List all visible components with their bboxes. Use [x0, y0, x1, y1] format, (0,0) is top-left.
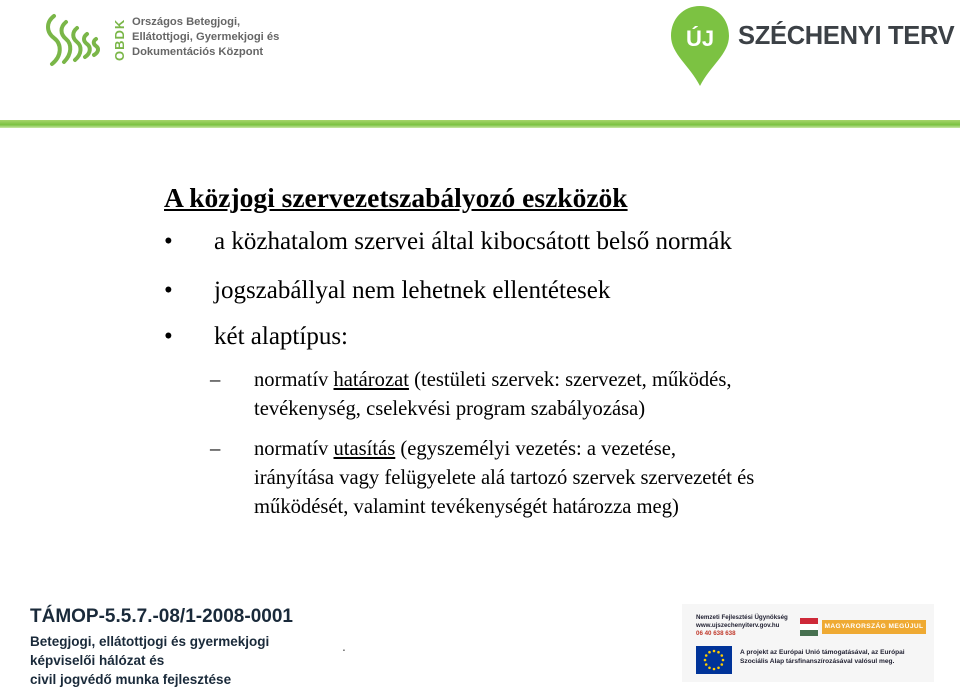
- sub-item-line: tevékenység, cselekvési program szabályozása): [254, 398, 646, 420]
- bullet-text: a közhatalom szervei által kibocsátott belső normák: [214, 228, 732, 255]
- map-pin-icon: [668, 4, 732, 88]
- pin-label: ÚJ: [685, 26, 715, 51]
- sub-item: [210, 366, 930, 426]
- sub-item-term: határozat: [333, 369, 409, 391]
- sub-item-line: működését, valamint tevékenységét határozza meg): [254, 496, 679, 518]
- footer-text-line: civil jogvédő munka fejlesztése: [30, 672, 232, 687]
- obdk-symbol-icon: [44, 12, 104, 70]
- uj-szechenyi-terv-logo: [668, 4, 955, 88]
- szechenyi-terv-title: SZÉCHENYI TERV: [738, 22, 955, 50]
- obdk-name-line: Ellátottjogi, Gyermekjogi és: [132, 31, 280, 43]
- sub-item-rest: (egyszemélyi vezetés: a vezetése,: [395, 438, 677, 460]
- header-divider: [0, 120, 960, 128]
- nfu-line: www.ujszechenyiterv.gov.hu: [696, 622, 780, 629]
- eu-note-line: Szociális Alap társfinanszírozásával valósul meg.: [740, 658, 895, 665]
- sub-item: [210, 435, 930, 525]
- project-code: TÁMOP-5.5.7.-08/1-2008-0001: [30, 606, 293, 627]
- bullet-text: jogszabállyal nem lehetnek ellentétesek: [214, 277, 611, 304]
- partner-logos: [682, 604, 934, 682]
- obdk-name-line: Országos Betegjogi,: [132, 16, 241, 28]
- bullet-text: két alaptípus:: [214, 323, 348, 350]
- eu-funding-note: [740, 648, 930, 666]
- sub-item-text: [254, 366, 930, 424]
- obdk-abbreviation: OBDK: [112, 18, 127, 62]
- nfu-contact: [696, 614, 788, 638]
- sub-item-line: irányítása vagy felügyelete alá tartozó szervek szervezetét és: [254, 467, 755, 489]
- obdk-logo: [44, 8, 284, 72]
- sub-item-rest: (testületi szervek: szervezet, működés,: [408, 369, 732, 391]
- slide-title: A közjogi szervezetszabályozó eszközök: [164, 182, 628, 213]
- bullet-icon: •: [164, 277, 173, 304]
- bullet-icon: •: [164, 323, 173, 350]
- sub-item-text: [254, 435, 930, 522]
- eu-note-line: A projekt az Európai Unió támogatásával, az Európai: [740, 649, 905, 656]
- sub-item-term: utasítás: [333, 438, 396, 460]
- footer-text-line: képviselői hálózat és: [30, 653, 165, 668]
- nfu-line: Nemzeti Fejlesztési Ügynökség: [696, 614, 788, 621]
- eu-flag-icon: [696, 646, 732, 674]
- nfu-line: 06 40 638 638: [696, 630, 736, 637]
- bullet-icon: •: [164, 228, 173, 255]
- obdk-full-name: [132, 15, 302, 60]
- footer-text-line: Betegjogi, ellátottjogi és gyermekjogi: [30, 634, 270, 649]
- dash-icon: –: [210, 438, 221, 460]
- obdk-name-line: Dokumentációs Központ: [132, 46, 264, 58]
- sub-item-prefix: normatív: [254, 369, 334, 391]
- dash-icon: –: [210, 369, 221, 391]
- footer-separator: .: [342, 638, 346, 654]
- hungarian-flag-icon: [800, 618, 818, 636]
- sub-item-prefix: normatív: [254, 438, 334, 460]
- magyarorszag-megujul-badge: MAGYARORSZÁG MEGÚJUL: [822, 620, 926, 634]
